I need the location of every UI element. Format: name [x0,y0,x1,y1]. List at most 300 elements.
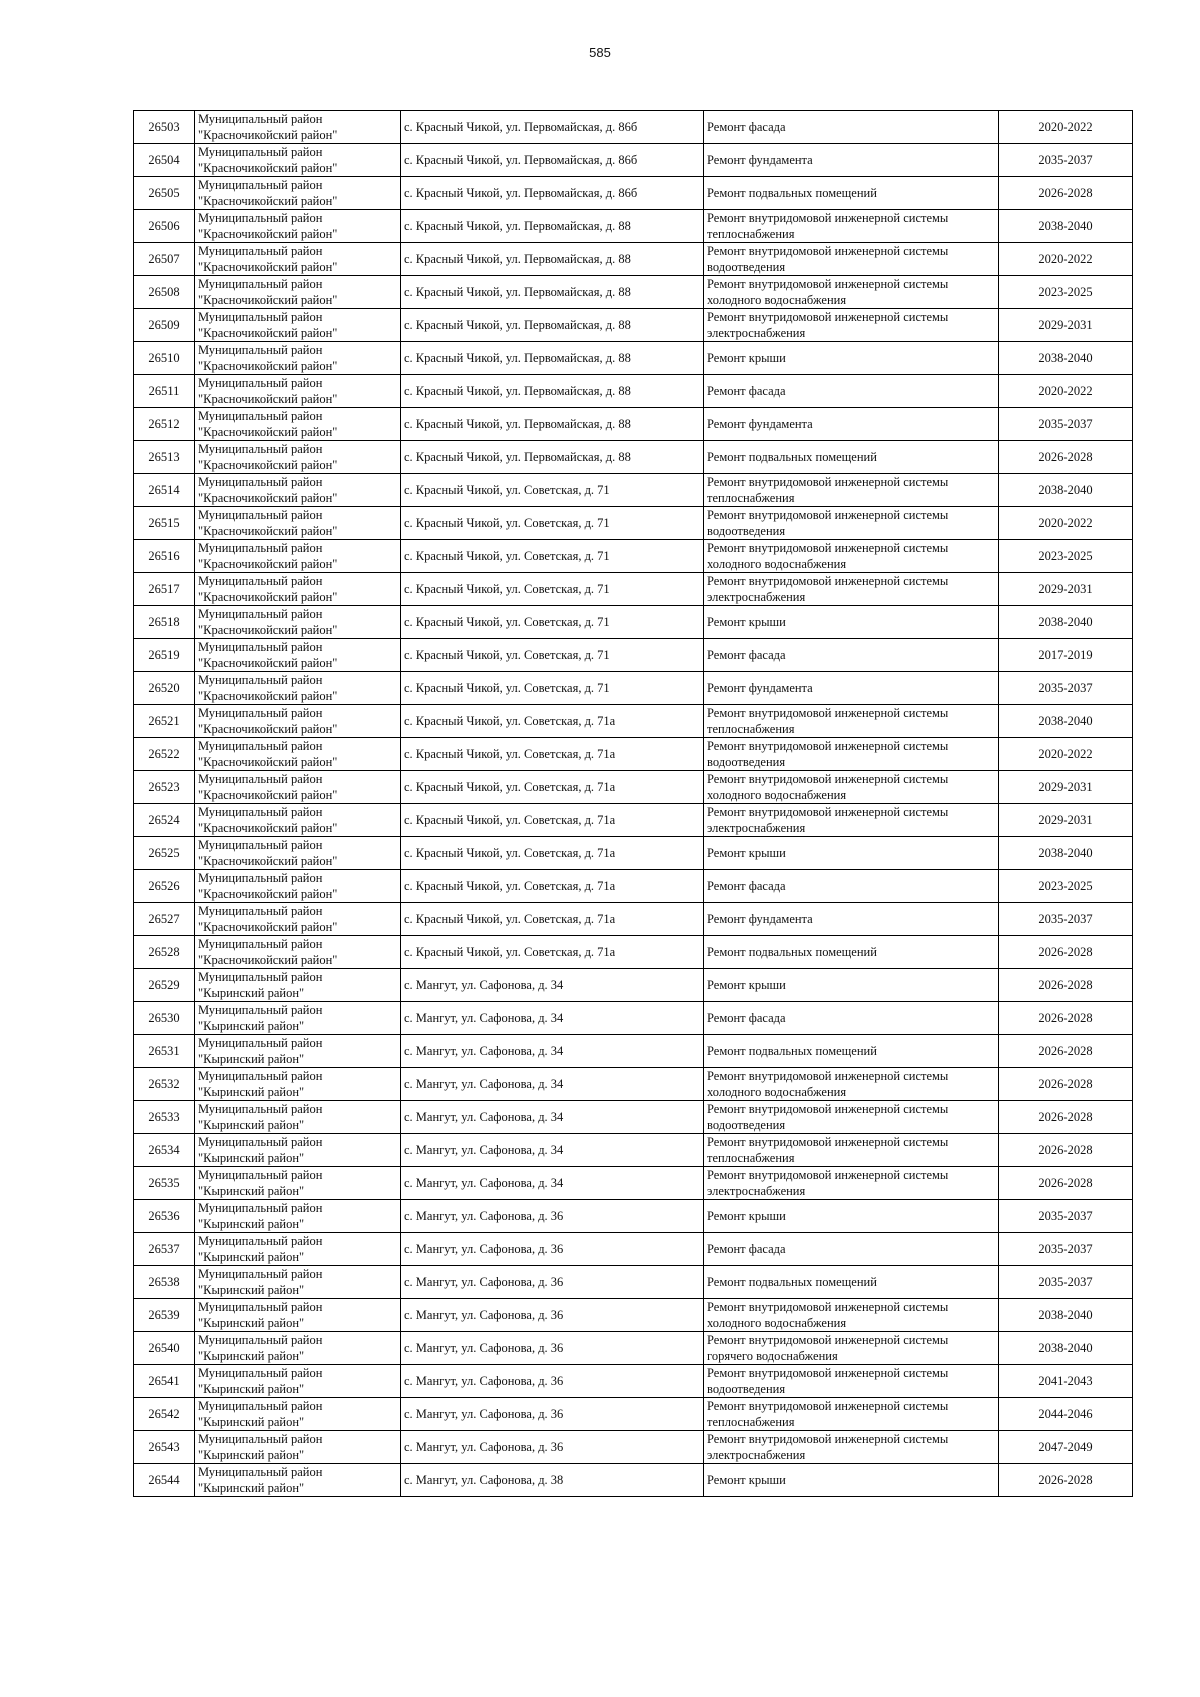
period-cell: 2020-2022 [999,111,1133,144]
table-row [134,1101,1133,1134]
period-cell: 2026-2028 [999,1464,1133,1497]
address-cell: с. Мангут, ул. Сафонова, д. 36 [401,1398,704,1431]
municipality-cell [195,1068,401,1101]
work-type-cell: Ремонт фундамента [704,144,999,177]
table-row [134,606,1133,639]
table-row [134,639,1133,672]
period-cell: 2035-2037 [999,1200,1133,1233]
municipality-line-1: Муниципальный район [198,607,323,621]
municipality-cell [195,606,401,639]
address-cell: с. Красный Чикой, ул. Первомайская, д. 88 [401,375,704,408]
table-row [134,309,1133,342]
table-row [134,1035,1133,1068]
municipality-line-2: "Красночикойский район" [198,260,338,274]
work-type-cell: Ремонт внутридомовой инженерной системы теплоснабжения [704,1134,999,1167]
table-row [134,672,1133,705]
municipality-cell [195,1233,401,1266]
municipality-line-1: Муниципальный район [198,541,323,555]
period-cell: 2026-2028 [999,969,1133,1002]
row-number: 26542 [134,1398,195,1431]
municipality-line-1: Муниципальный район [198,1399,323,1413]
municipality-line-1: Муниципальный район [198,970,323,984]
municipality-line-1: Муниципальный район [198,1036,323,1050]
table-row [134,408,1133,441]
table-row [134,1233,1133,1266]
address-cell: с. Красный Чикой, ул. Первомайская, д. 86б [401,177,704,210]
address-cell: с. Красный Чикой, ул. Первомайская, д. 88 [401,276,704,309]
address-cell: с. Мангут, ул. Сафонова, д. 36 [401,1200,704,1233]
work-type-cell: Ремонт фасада [704,870,999,903]
municipality-line-2: "Красночикойский район" [198,458,338,472]
row-number: 26536 [134,1200,195,1233]
row-number: 26513 [134,441,195,474]
work-type-cell: Ремонт фасада [704,1233,999,1266]
period-cell: 2038-2040 [999,1332,1133,1365]
row-number: 26528 [134,936,195,969]
address-cell: с. Мангут, ул. Сафонова, д. 36 [401,1266,704,1299]
work-type-cell: Ремонт внутридомовой инженерной системы горячего водоснабжения [704,1332,999,1365]
municipality-line-2: "Красночикойский район" [198,227,338,241]
period-cell: 2017-2019 [999,639,1133,672]
address-cell: с. Красный Чикой, ул. Советская, д. 71а [401,903,704,936]
row-number: 26531 [134,1035,195,1068]
municipality-line-2: "Красночикойский район" [198,425,338,439]
address-cell: с. Красный Чикой, ул. Советская, д. 71а [401,738,704,771]
row-number: 26541 [134,1365,195,1398]
table-body [134,111,1133,1497]
municipality-line-1: Муниципальный район [198,805,323,819]
municipality-line-1: Муниципальный район [198,706,323,720]
municipality-line-2: "Красночикойский район" [198,392,338,406]
row-number: 26518 [134,606,195,639]
municipality-line-1: Муниципальный район [198,1234,323,1248]
table-row [134,969,1133,1002]
municipality-line-2: "Красночикойский район" [198,194,338,208]
municipality-cell [195,738,401,771]
municipality-cell [195,474,401,507]
address-cell: с. Красный Чикой, ул. Советская, д. 71 [401,606,704,639]
row-number: 26533 [134,1101,195,1134]
municipality-line-1: Муниципальный район [198,640,323,654]
table-row [134,705,1133,738]
row-number: 26515 [134,507,195,540]
period-cell: 2047-2049 [999,1431,1133,1464]
address-cell: с. Красный Чикой, ул. Советская, д. 71 [401,672,704,705]
municipality-line-1: Муниципальный район [198,1201,323,1215]
address-cell: с. Мангут, ул. Сафонова, д. 38 [401,1464,704,1497]
municipality-cell [195,903,401,936]
municipality-line-1: Муниципальный район [198,1135,323,1149]
municipality-cell [195,804,401,837]
period-cell: 2020-2022 [999,375,1133,408]
address-cell: с. Мангут, ул. Сафонова, д. 34 [401,1035,704,1068]
period-cell: 2035-2037 [999,903,1133,936]
municipality-line-2: "Кыринский район" [198,1316,305,1330]
municipality-cell [195,1431,401,1464]
address-cell: с. Мангут, ул. Сафонова, д. 34 [401,969,704,1002]
period-cell: 2029-2031 [999,804,1133,837]
municipality-line-1: Муниципальный район [198,574,323,588]
municipality-cell [195,342,401,375]
address-cell: с. Мангут, ул. Сафонова, д. 36 [401,1431,704,1464]
municipality-line-2: "Красночикойский район" [198,359,338,373]
period-cell: 2035-2037 [999,1233,1133,1266]
municipality-line-1: Муниципальный район [198,310,323,324]
municipality-line-1: Муниципальный район [198,376,323,390]
work-type-cell: Ремонт внутридомовой инженерной системы теплоснабжения [704,705,999,738]
table-row [134,243,1133,276]
municipality-line-1: Муниципальный район [198,772,323,786]
municipality-cell [195,243,401,276]
work-type-cell: Ремонт внутридомовой инженерной системы холодного водоснабжения [704,540,999,573]
table-row [134,1002,1133,1035]
municipality-line-2: "Красночикойский район" [198,128,338,142]
table-row [134,804,1133,837]
row-number: 26516 [134,540,195,573]
row-number: 26524 [134,804,195,837]
table-row [134,1299,1133,1332]
row-number: 26512 [134,408,195,441]
municipality-cell [195,837,401,870]
municipality-line-1: Муниципальный район [198,1366,323,1380]
table-row [134,111,1133,144]
period-cell: 2029-2031 [999,309,1133,342]
municipality-cell [195,111,401,144]
municipality-line-1: Муниципальный район [198,1432,323,1446]
municipality-cell [195,936,401,969]
municipality-line-2: "Кыринский район" [198,1349,305,1363]
work-type-cell: Ремонт крыши [704,1464,999,1497]
period-cell: 2026-2028 [999,177,1133,210]
municipality-line-2: "Красночикойский район" [198,326,338,340]
row-number: 26504 [134,144,195,177]
period-cell: 2026-2028 [999,441,1133,474]
address-cell: с. Красный Чикой, ул. Советская, д. 71 [401,474,704,507]
municipality-line-2: "Кыринский район" [198,1151,305,1165]
municipality-line-2: "Кыринский район" [198,1481,305,1495]
municipality-cell [195,144,401,177]
address-cell: с. Мангут, ул. Сафонова, д. 34 [401,1167,704,1200]
table-row [134,1398,1133,1431]
work-type-cell: Ремонт крыши [704,837,999,870]
municipality-cell [195,375,401,408]
row-number: 26529 [134,969,195,1002]
municipality-cell [195,1035,401,1068]
row-number: 26517 [134,573,195,606]
municipality-cell [195,540,401,573]
municipality-line-2: "Кыринский район" [198,1019,305,1033]
row-number: 26530 [134,1002,195,1035]
address-cell: с. Красный Чикой, ул. Советская, д. 71 [401,540,704,573]
table-row [134,177,1133,210]
address-cell: с. Красный Чикой, ул. Первомайская, д. 88 [401,441,704,474]
period-cell: 2023-2025 [999,870,1133,903]
work-type-cell: Ремонт внутридомовой инженерной системы электроснабжения [704,573,999,606]
work-type-cell: Ремонт внутридомовой инженерной системы водоотведения [704,507,999,540]
municipality-line-2: "Кыринский район" [198,1052,305,1066]
period-cell: 2038-2040 [999,474,1133,507]
period-cell: 2041-2043 [999,1365,1133,1398]
period-cell: 2038-2040 [999,342,1133,375]
row-number: 26527 [134,903,195,936]
row-number: 26543 [134,1431,195,1464]
table-row [134,342,1133,375]
period-cell: 2023-2025 [999,540,1133,573]
row-number: 26540 [134,1332,195,1365]
address-cell: с. Красный Чикой, ул. Советская, д. 71 [401,573,704,606]
period-cell: 2029-2031 [999,771,1133,804]
work-type-cell: Ремонт внутридомовой инженерной системы электроснабжения [704,804,999,837]
row-number: 26544 [134,1464,195,1497]
period-cell: 2026-2028 [999,936,1133,969]
municipality-cell [195,771,401,804]
work-type-cell: Ремонт внутридомовой инженерной системы водоотведения [704,1365,999,1398]
work-type-cell: Ремонт внутридомовой инженерной системы электроснабжения [704,309,999,342]
work-type-cell: Ремонт крыши [704,606,999,639]
table-row [134,1068,1133,1101]
period-cell: 2020-2022 [999,243,1133,276]
period-cell: 2020-2022 [999,507,1133,540]
work-type-cell: Ремонт крыши [704,342,999,375]
work-type-cell: Ремонт внутридомовой инженерной системы холодного водоснабжения [704,276,999,309]
address-cell: с. Красный Чикой, ул. Советская, д. 71 [401,639,704,672]
municipality-line-1: Муниципальный район [198,475,323,489]
municipality-line-1: Муниципальный район [198,1168,323,1182]
municipality-line-2: "Красночикойский район" [198,755,338,769]
period-cell: 2026-2028 [999,1002,1133,1035]
table-row [134,540,1133,573]
work-type-cell: Ремонт внутридомовой инженерной системы теплоснабжения [704,1398,999,1431]
municipality-line-2: "Красночикойский район" [198,854,338,868]
address-cell: с. Мангут, ул. Сафонова, д. 36 [401,1365,704,1398]
row-number: 26519 [134,639,195,672]
municipality-line-2: "Красночикойский район" [198,920,338,934]
municipality-line-1: Муниципальный район [198,1300,323,1314]
municipality-line-2: "Красночикойский район" [198,722,338,736]
municipality-line-2: "Красночикойский район" [198,293,338,307]
municipality-line-1: Муниципальный район [198,1465,323,1479]
period-cell: 2035-2037 [999,672,1133,705]
period-cell: 2044-2046 [999,1398,1133,1431]
municipality-line-2: "Красночикойский район" [198,953,338,967]
address-cell: с. Красный Чикой, ул. Советская, д. 71 [401,507,704,540]
municipality-cell [195,573,401,606]
municipality-line-1: Муниципальный район [198,673,323,687]
address-cell: с. Мангут, ул. Сафонова, д. 36 [401,1233,704,1266]
municipality-line-2: "Красночикойский район" [198,623,338,637]
address-cell: с. Красный Чикой, ул. Первомайская, д. 88 [401,342,704,375]
row-number: 26503 [134,111,195,144]
period-cell: 2035-2037 [999,408,1133,441]
period-cell: 2038-2040 [999,1299,1133,1332]
row-number: 26520 [134,672,195,705]
address-cell: с. Мангут, ул. Сафонова, д. 34 [401,1002,704,1035]
municipality-line-1: Муниципальный район [198,145,323,159]
address-cell: с. Красный Чикой, ул. Первомайская, д. 88 [401,309,704,342]
period-cell: 2026-2028 [999,1134,1133,1167]
work-type-cell: Ремонт подвальных помещений [704,1035,999,1068]
address-cell: с. Красный Чикой, ул. Первомайская, д. 88 [401,210,704,243]
row-number: 26526 [134,870,195,903]
municipality-cell [195,705,401,738]
row-number: 26507 [134,243,195,276]
work-type-cell: Ремонт внутридомовой инженерной системы теплоснабжения [704,210,999,243]
work-type-cell: Ремонт внутридомовой инженерной системы электроснабжения [704,1431,999,1464]
address-cell: с. Красный Чикой, ул. Советская, д. 71а [401,936,704,969]
address-cell: с. Красный Чикой, ул. Первомайская, д. 88 [401,408,704,441]
work-type-cell: Ремонт внутридомовой инженерной системы водоотведения [704,738,999,771]
row-number: 26514 [134,474,195,507]
page-number: 585 [589,45,611,60]
municipality-line-1: Муниципальный район [198,937,323,951]
address-cell: с. Красный Чикой, ул. Советская, д. 71а [401,870,704,903]
work-type-cell: Ремонт крыши [704,1200,999,1233]
municipality-line-1: Муниципальный район [198,343,323,357]
work-type-cell: Ремонт внутридомовой инженерной системы водоотведения [704,243,999,276]
table-row [134,1167,1133,1200]
address-cell: с. Красный Чикой, ул. Первомайская, д. 86б [401,144,704,177]
period-cell: 2026-2028 [999,1101,1133,1134]
municipality-line-2: "Красночикойский район" [198,524,338,538]
period-cell: 2035-2037 [999,144,1133,177]
period-cell: 2038-2040 [999,210,1133,243]
municipality-line-2: "Красночикойский район" [198,656,338,670]
work-type-cell: Ремонт внутридомовой инженерной системы холодного водоснабжения [704,1299,999,1332]
municipality-line-1: Муниципальный район [198,244,323,258]
municipality-line-2: "Красночикойский район" [198,590,338,604]
address-cell: с. Мангут, ул. Сафонова, д. 36 [401,1332,704,1365]
table-row [134,210,1133,243]
municipality-line-2: "Красночикойский район" [198,821,338,835]
work-type-cell: Ремонт внутридомовой инженерной системы электроснабжения [704,1167,999,1200]
municipality-line-2: "Красночикойский район" [198,161,338,175]
municipality-line-2: "Красночикойский район" [198,788,338,802]
municipality-line-1: Муниципальный район [198,1069,323,1083]
table-row [134,1431,1133,1464]
work-type-cell: Ремонт фундамента [704,408,999,441]
work-type-cell: Ремонт фасада [704,639,999,672]
address-cell: с. Красный Чикой, ул. Советская, д. 71а [401,837,704,870]
municipality-line-1: Муниципальный район [198,211,323,225]
municipality-cell [195,408,401,441]
municipality-line-2: "Кыринский район" [198,1250,305,1264]
work-type-cell: Ремонт фундамента [704,672,999,705]
address-cell: с. Красный Чикой, ул. Первомайская, д. 88 [401,243,704,276]
row-number: 26534 [134,1134,195,1167]
table-row [134,144,1133,177]
table-row [134,1464,1133,1497]
municipality-line-2: "Кыринский район" [198,1283,305,1297]
municipality-line-2: "Кыринский район" [198,1382,305,1396]
municipality-cell [195,1167,401,1200]
table-row [134,837,1133,870]
period-cell: 2038-2040 [999,837,1133,870]
municipality-cell [195,672,401,705]
municipality-line-2: "Кыринский район" [198,986,305,1000]
address-cell: с. Красный Чикой, ул. Советская, д. 71а [401,804,704,837]
municipality-cell [195,1332,401,1365]
work-type-cell: Ремонт фасада [704,111,999,144]
municipality-line-2: "Кыринский район" [198,1217,305,1231]
municipality-cell [195,1134,401,1167]
municipality-line-1: Муниципальный район [198,409,323,423]
row-number: 26522 [134,738,195,771]
row-number: 26508 [134,276,195,309]
row-number: 26523 [134,771,195,804]
address-cell: с. Мангут, ул. Сафонова, д. 34 [401,1068,704,1101]
row-number: 26538 [134,1266,195,1299]
row-number: 26506 [134,210,195,243]
period-cell: 2029-2031 [999,573,1133,606]
municipality-cell [195,1101,401,1134]
municipality-line-1: Муниципальный район [198,277,323,291]
row-number: 26509 [134,309,195,342]
municipality-line-1: Муниципальный район [198,739,323,753]
table-row [134,738,1133,771]
capital-repair-table [133,110,1133,1497]
row-number: 26535 [134,1167,195,1200]
address-cell: с. Мангут, ул. Сафонова, д. 36 [401,1299,704,1332]
address-cell: с. Красный Чикой, ул. Советская, д. 71а [401,705,704,738]
table-row [134,474,1133,507]
work-type-cell: Ремонт подвальных помещений [704,441,999,474]
municipality-line-2: "Кыринский район" [198,1415,305,1429]
municipality-cell [195,177,401,210]
work-type-cell: Ремонт подвальных помещений [704,177,999,210]
table-row [134,573,1133,606]
municipality-line-1: Муниципальный район [198,871,323,885]
row-number: 26510 [134,342,195,375]
municipality-cell [195,1398,401,1431]
municipality-cell [195,210,401,243]
table-row [134,1365,1133,1398]
municipality-cell [195,1002,401,1035]
municipality-line-2: "Красночикойский район" [198,491,338,505]
address-cell: с. Красный Чикой, ул. Советская, д. 71а [401,771,704,804]
municipality-line-1: Муниципальный район [198,904,323,918]
row-number: 26539 [134,1299,195,1332]
address-cell: с. Мангут, ул. Сафонова, д. 34 [401,1101,704,1134]
period-cell: 2026-2028 [999,1035,1133,1068]
municipality-line-2: "Красночикойский район" [198,689,338,703]
work-type-cell: Ремонт фасада [704,375,999,408]
municipality-cell [195,870,401,903]
table-row [134,1266,1133,1299]
work-type-cell: Ремонт фундамента [704,903,999,936]
municipality-cell [195,1464,401,1497]
period-cell: 2026-2028 [999,1068,1133,1101]
municipality-cell [195,441,401,474]
work-type-cell: Ремонт внутридомовой инженерной системы холодного водоснабжения [704,771,999,804]
municipality-line-2: "Кыринский район" [198,1118,305,1132]
work-type-cell: Ремонт фасада [704,1002,999,1035]
address-cell: с. Мангут, ул. Сафонова, д. 34 [401,1134,704,1167]
row-number: 26525 [134,837,195,870]
work-type-cell: Ремонт внутридомовой инженерной системы теплоснабжения [704,474,999,507]
row-number: 26521 [134,705,195,738]
row-number: 26532 [134,1068,195,1101]
municipality-line-1: Муниципальный район [198,508,323,522]
table-row [134,375,1133,408]
row-number: 26511 [134,375,195,408]
municipality-line-1: Муниципальный район [198,838,323,852]
work-type-cell: Ремонт подвальных помещений [704,936,999,969]
table-row [134,1200,1133,1233]
municipality-cell [195,1200,401,1233]
municipality-cell [195,309,401,342]
work-type-cell: Ремонт подвальных помещений [704,1266,999,1299]
table-row [134,1134,1133,1167]
